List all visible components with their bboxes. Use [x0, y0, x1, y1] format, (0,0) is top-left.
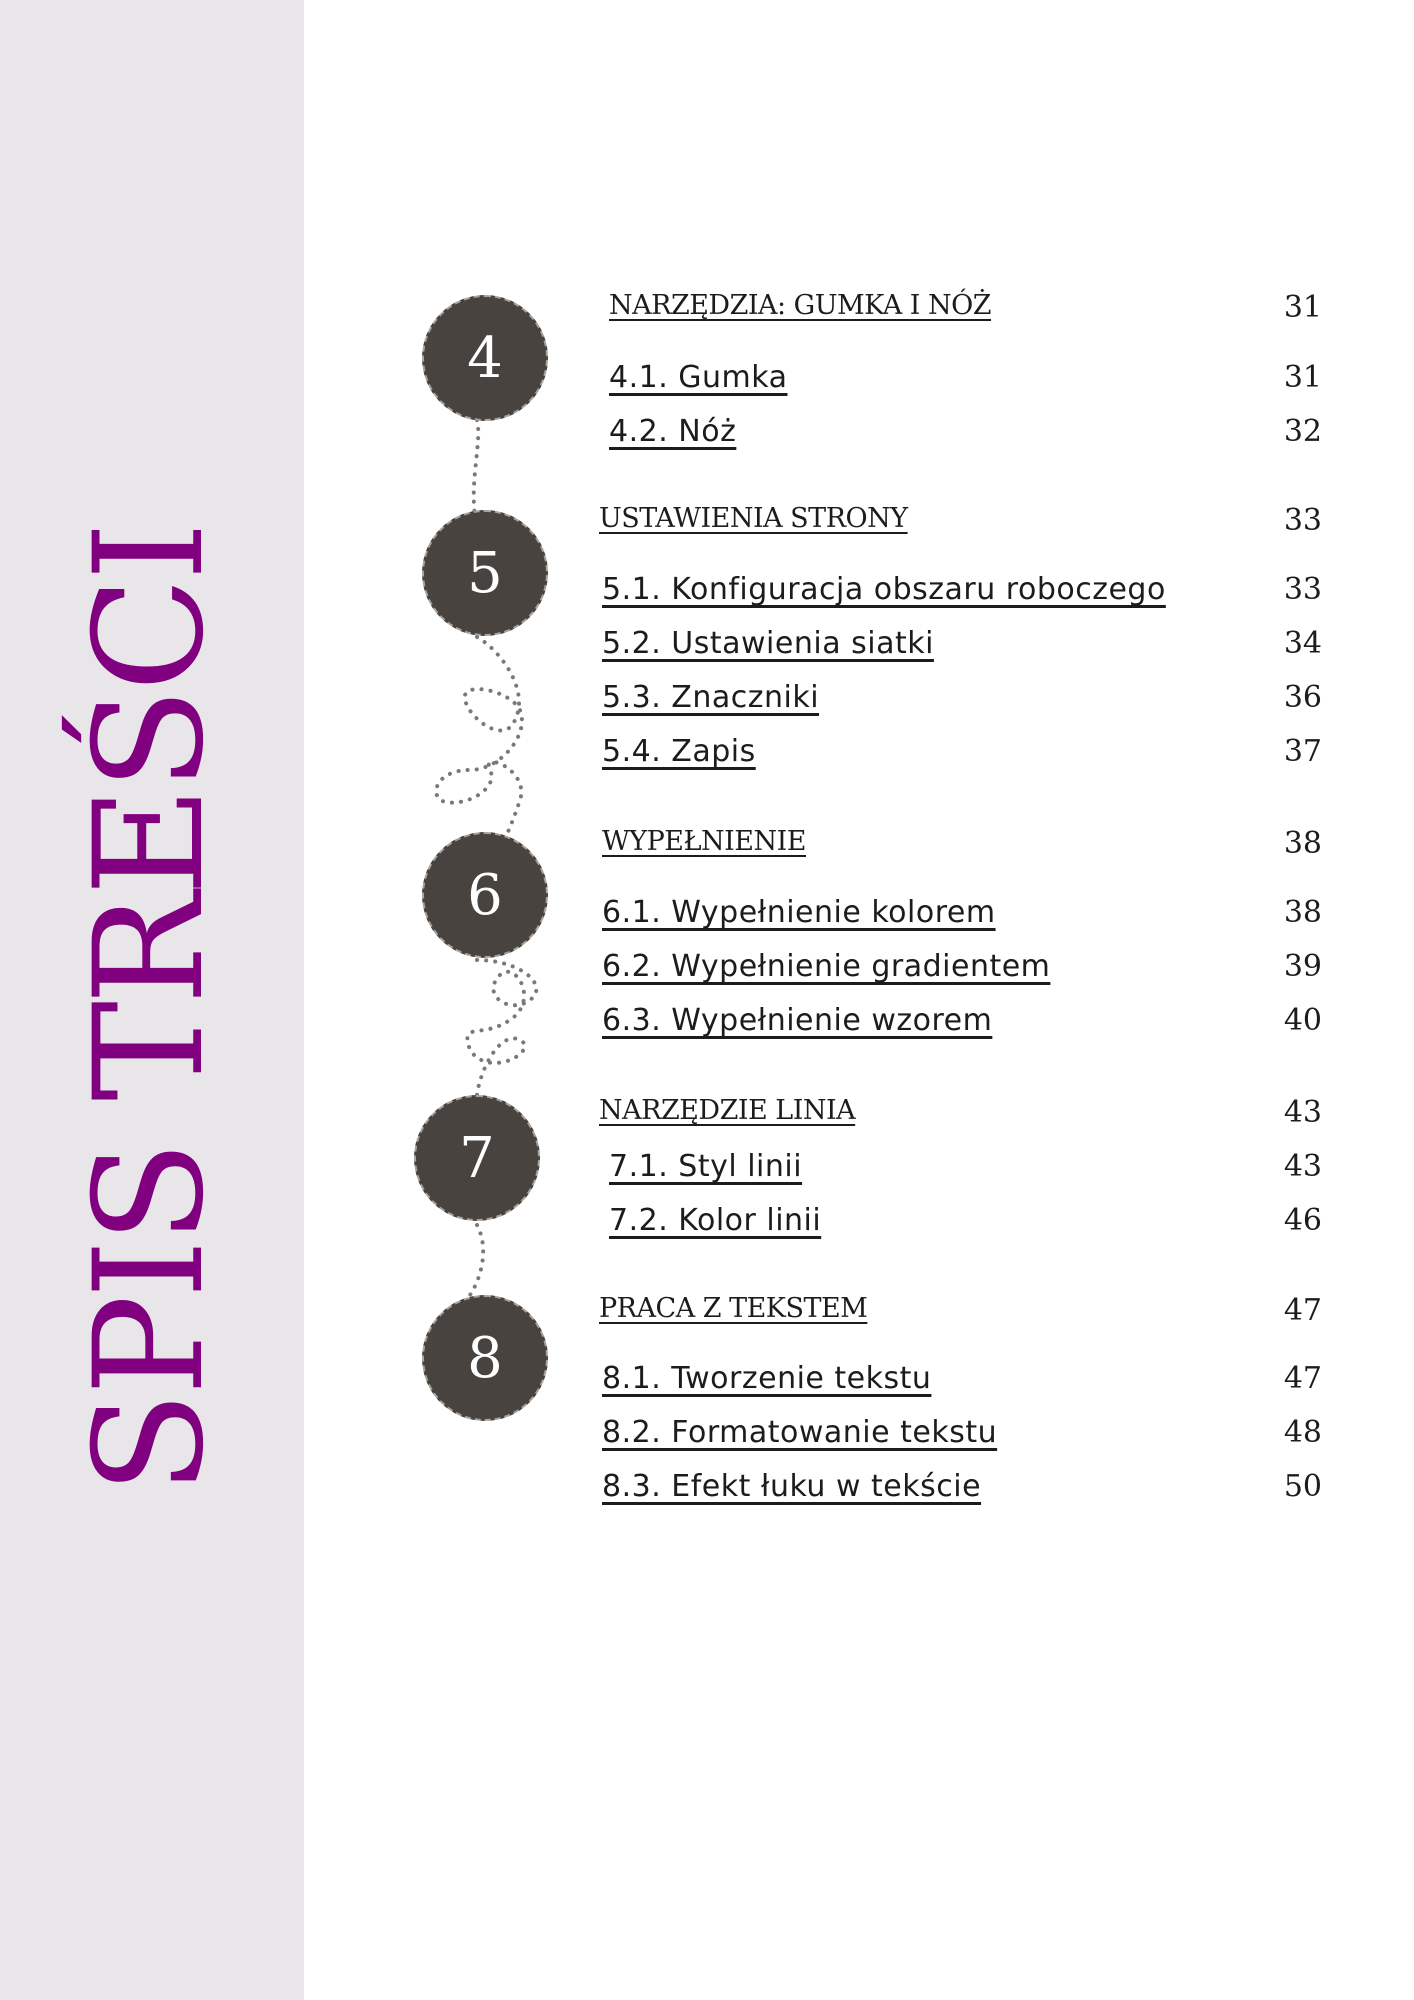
toc-entry-link[interactable]: 8.2. Formatowanie tekstu	[602, 1415, 998, 1450]
page-number: 40	[1283, 1003, 1322, 1038]
toc-entry-link[interactable]: 5.4. Zapis	[602, 734, 756, 769]
page-number: 46	[1283, 1203, 1322, 1238]
toc-entry-row	[0, 680, 1414, 722]
section-8-number: 8	[467, 1325, 503, 1391]
page-title: SPIS TREŚCI	[63, 525, 237, 1495]
page-number: 43	[1283, 1095, 1322, 1130]
page-number: 47	[1283, 1293, 1322, 1328]
page-number: 38	[1283, 826, 1322, 861]
toc-entry-row	[0, 1003, 1414, 1045]
toc-entry-row	[0, 1469, 1414, 1511]
toc-entry-link[interactable]: 8.3. Efekt łuku w tekście	[602, 1469, 982, 1504]
page-number: 43	[1283, 1149, 1322, 1184]
page-number: 36	[1283, 680, 1322, 715]
page-number: 48	[1283, 1415, 1322, 1450]
toc-entry-row	[0, 414, 1414, 456]
page-number: 31	[1283, 290, 1322, 325]
toc-heading-row	[0, 503, 1414, 545]
toc-entry-link[interactable]: 5.3. Znaczniki	[602, 680, 820, 715]
toc-entry-row	[0, 1361, 1414, 1403]
toc-heading-link[interactable]: NARZĘDZIA: GUMKA I NÓŻ	[609, 290, 992, 321]
toc-entry-link[interactable]: 6.1. Wypełnienie kolorem	[602, 895, 996, 930]
toc-entry-link[interactable]: 7.2. Kolor linii	[609, 1203, 822, 1238]
toc-entry-row	[0, 734, 1414, 776]
toc-entry-link[interactable]: 6.2. Wypełnienie gradientem	[602, 949, 1051, 984]
toc-heading-link[interactable]: PRACA Z TEKSTEM	[599, 1293, 868, 1324]
toc-entry-link[interactable]: 5.1. Konfiguracja obszaru roboczego	[602, 572, 1166, 607]
toc-entry-row	[0, 572, 1414, 614]
toc-entry-row	[0, 1415, 1414, 1457]
section-6-number: 6	[467, 862, 503, 928]
section-5-number: 5	[467, 540, 503, 606]
page-number: 34	[1283, 626, 1322, 661]
toc-heading-link[interactable]: USTAWIENIA STRONY	[599, 503, 908, 534]
toc-entry-row	[0, 895, 1414, 937]
toc-entry-row	[0, 626, 1414, 668]
toc-heading-row	[0, 1293, 1414, 1335]
toc-entry-link[interactable]: 4.1. Gumka	[609, 360, 788, 395]
toc-entry-row	[0, 360, 1414, 402]
section-7-number: 7	[459, 1125, 495, 1191]
page-number: 37	[1283, 734, 1322, 769]
toc-heading-row	[0, 826, 1414, 868]
page-number: 39	[1283, 949, 1322, 984]
page-number: 33	[1283, 572, 1322, 607]
toc-entry-row	[0, 949, 1414, 991]
page-number: 32	[1283, 414, 1322, 449]
toc-heading-link[interactable]: NARZĘDZIE LINIA	[599, 1095, 856, 1126]
toc-entry-link[interactable]: 5.2. Ustawienia siatki	[602, 626, 934, 661]
section-4-number: 4	[467, 325, 503, 391]
toc-entry-link[interactable]: 8.1. Tworzenie tekstu	[602, 1361, 932, 1396]
page-number: 33	[1283, 503, 1322, 538]
toc-heading-row	[0, 290, 1414, 332]
page-number: 47	[1283, 1361, 1322, 1396]
page-number: 38	[1283, 895, 1322, 930]
toc-entry-row	[0, 1149, 1414, 1191]
page-number: 50	[1283, 1469, 1322, 1504]
toc-entry-link[interactable]: 7.1. Styl linii	[609, 1149, 803, 1184]
toc-entry-row	[0, 1203, 1414, 1245]
toc-entry-link[interactable]: 4.2. Nóż	[609, 414, 737, 449]
page-number: 31	[1283, 360, 1322, 395]
toc-entry-link[interactable]: 6.3. Wypełnienie wzorem	[602, 1003, 993, 1038]
toc-heading-link[interactable]: WYPEŁNIENIE	[602, 826, 807, 857]
toc-heading-row	[0, 1095, 1414, 1137]
